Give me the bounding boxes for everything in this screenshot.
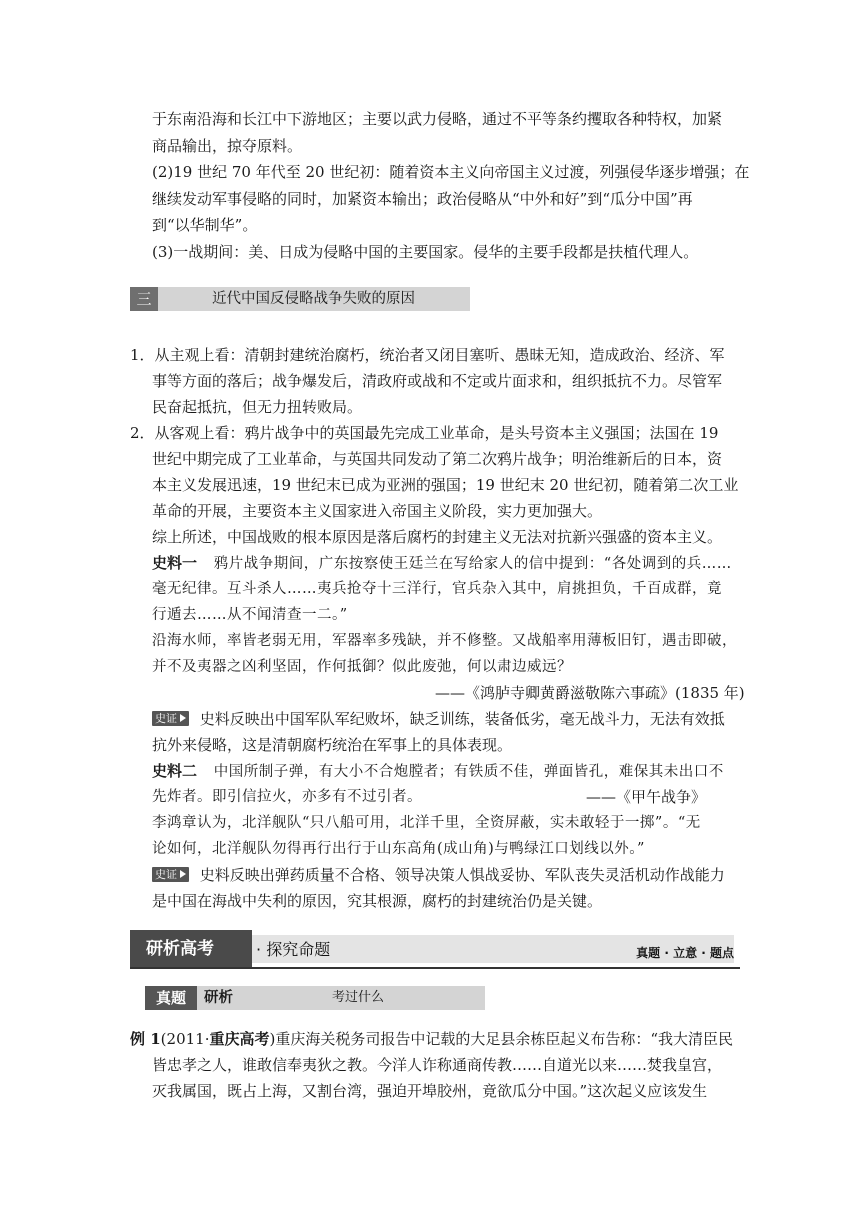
source-1-citation: ——《鸿胪寺卿黄爵滋敬陈六事疏》(1835 年) — [435, 684, 745, 702]
subband-b: 考过什么 — [332, 990, 385, 1005]
body-line: 继续发动军事侵略的同时，加紧资本输出；政治侵略从“中外和好”到“瓜分中国”再 — [152, 190, 693, 208]
proof-2-line: 史证 史料反映出弹药质量不合格、领导决策人惧战妥协、军队丧失灵活机动作战能力 — [152, 864, 725, 886]
example-line: 灭我属国，既占上海，又割台湾，强迫开埠胶州，竟欲瓜分中国。”这次起义应该发生 — [152, 1082, 708, 1100]
band-rule — [130, 967, 740, 969]
reason-2-line: 世纪中期完成了工业革命，与英国共同发动了第二次鸦片战争；明治维新后的日本，资 — [152, 450, 723, 468]
body-line: 于东南沿海和长江中下游地区；主要以武力侵略，通过不平等条约攫取各种特权，加紧 — [152, 110, 723, 128]
band-right-tags: 真题 · 立意 · 题点 — [636, 946, 734, 960]
body-line: 到“以华制华”。 — [152, 216, 258, 234]
source-1-text: 鸦片战争期间，广东按察使王廷兰在写给家人的信中提到：“各处调到的兵…… — [213, 556, 732, 572]
example-label: 例 1 — [130, 1030, 161, 1048]
source-1-line — [152, 552, 732, 575]
example-line: 皆忠孝之人，谁敢信奉夷狄之教。今洋人诈称通商传教……自道光以来……焚我皇宫， — [152, 1056, 723, 1074]
source-2-line: 李鸿章认为，北洋舰队“只八船可用，北洋千里，全资屏蔽，实未敢轻于一掷”。“无 — [152, 815, 701, 831]
source-1-line: 毫无纪律。互斗杀人……夷兵抢夺十三洋行，官兵杂入其中，肩挑担负，千百成群，竟 — [152, 581, 722, 597]
proof-badge: 史证 — [152, 867, 189, 882]
section-number: 三 — [130, 287, 158, 311]
example-line: 例 1(2011·重庆高考)重庆海关税务司报告中记载的大足县余栋臣起义布告称：“我大清臣民 — [130, 1030, 734, 1048]
source-2-label: 史料二 — [152, 762, 198, 780]
source-1-label: 史料一 — [152, 554, 198, 572]
source-1-line: 行遁去……从不闻清查一二。” — [152, 607, 348, 623]
reason-1-line: 事等方面的落后；战争爆发后，清政府或战和不定或片面求和，组织抵抗不力。尽管军 — [152, 372, 723, 390]
reason-2-line: 2．从客观上看：鸦片战争中的英国最先完成工业革命，是头号资本主义强国；法国在 19 — [130, 424, 719, 442]
play-triangle-icon — [180, 714, 186, 722]
source-2-line: 先炸者。即引信拉火，亦多有不过引者。 — [152, 789, 422, 805]
band-subtitle: · 探究命题 — [256, 940, 331, 959]
proof-badge: 史证 — [152, 711, 189, 726]
section-title: 近代中国反侵略战争失败的原因 — [212, 291, 415, 307]
reason-1-line: 1．从主观上看：清朝封建统治腐朽，统治者又闭目塞听、愚昧无知，造成政治、经济、军 — [130, 346, 725, 364]
reason-2-line: 革命的开展，主要资本主义国家进入帝国主义阶段，实力更加强大。 — [152, 502, 603, 520]
reason-1-line: 民奋起抵抗，但无力扭转败局。 — [152, 398, 363, 416]
band-title: 研析高考 — [146, 939, 214, 959]
subband-tag: 真题 — [145, 986, 197, 1010]
subband-a: 研析 — [204, 990, 233, 1006]
play-triangle-icon — [180, 870, 186, 878]
proof-1-line: 抗外来侵略，这是清朝腐朽统治在军事上的具体表现。 — [152, 736, 513, 754]
proof-1-line: 史证 史料反映出中国军队军纪败坏，缺乏训练，装备低劣，毫无战斗力，无法有效抵 — [152, 708, 725, 730]
source-1-line: 并不及夷器之凶利坚固，作何抵御？似此废弛，何以肃边威远？ — [152, 659, 572, 675]
summary-line: 综上所述，中国战败的根本原因是落后腐朽的封建主义无法对抗新兴强盛的资本主义。 — [152, 528, 723, 546]
source-1-line: 沿海水师，率皆老弱无用，军器率多残缺，并不修整。又战船率用薄板旧钉，遇击即破， — [152, 633, 737, 649]
proof-2-line: 是中国在海战中失利的原因，究其根源，腐朽的封建统治仍是关键。 — [152, 892, 603, 910]
body-line: 商品输出，掠夺原料。 — [152, 137, 303, 155]
reason-2-line: 本主义发展迅速，19 世纪末已成为亚洲的强国；19 世纪末 20 世纪初，随着第二次工业 — [152, 476, 739, 494]
source-2-text: 中国所制子弹，有大小不合炮膛者；有铁质不佳，弹面皆孔，难保其未出口不 — [213, 764, 724, 780]
source-2-line: 论如何，北洋舰队勿得再行出行于山东高角(成山角)与鸭绿江口划线以外。” — [152, 841, 645, 857]
source-2-line — [152, 760, 724, 783]
body-line: (2)19 世纪 70 年代至 20 世纪初：随着资本主义向帝国主义过渡，列强侵华逐步增强；在 — [152, 163, 750, 181]
body-line: (3)一战期间：美、日成为侵略中国的主要国家。侵华的主要手段都是扶植代理人。 — [152, 243, 699, 261]
source-2-citation: ——《甲午战争》 — [586, 788, 707, 806]
